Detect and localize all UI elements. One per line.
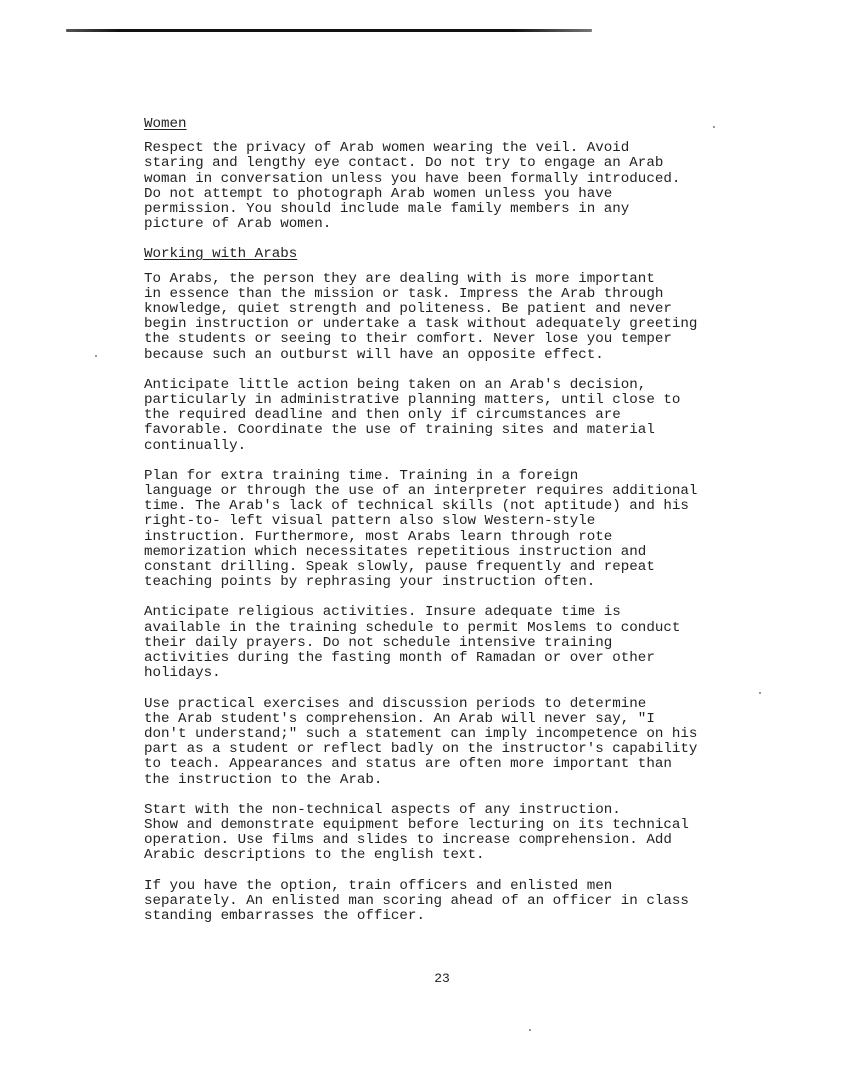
section-women: [144, 117, 784, 232]
top-rule: [66, 29, 592, 32]
section-heading-women: Women: [144, 116, 187, 132]
section-working-with-arabs: [144, 247, 784, 924]
paragraph-person-importance: To Arabs, the person they are dealing with is more important in essence than the mission or task. Impress the Arab through knowledge, quiet strength and politeness. Be patient and never begin instruction or undertake a task without adequately greeting the students or seeing to their comfort. Never lose you temper because such an outburst will have an opposite effect.: [144, 270, 698, 363]
scan-speck: [95, 355, 97, 357]
page-content: [144, 117, 784, 939]
paragraph-non-technical-aspects: Start with the non-technical aspects of any instruction. Show and demonstrate equipment before lecturing on its technical operation. Use films and slides to increase comprehension. Add Arabic descriptions to the english text.: [144, 801, 689, 864]
page-number: 23: [434, 971, 450, 986]
section-heading-working-with-arabs: Working with Arabs: [144, 246, 298, 263]
paragraph-practical-exercises: Use practical exercises and discussion periods to determine the Arab student's comprehension. An Arab will never say, "I don't understand;" such a statement can imply incompetence on his part as a student or reflect badly on the instructor's capability to teach. Appearances and status are often more important than the instruction to the Arab.: [144, 695, 698, 788]
scan-speck: [529, 1029, 531, 1031]
paragraph-religious-activities: Anticipate religious activities. Insure adequate time is available in the training schedule to permit Moslems to conduct their daily prayers. Do not schedule intensive training activities during the fasting month of Ramadan or over other holidays.: [144, 604, 681, 682]
paragraph-decision-timing: Anticipate little action being taken on an Arab's decision, particularly in administrative planning matters, until close to the required deadline and then only if circumstances are favorable. Coordinate the use of training sites and material continually.: [144, 376, 681, 454]
paragraph-women-privacy: Respect the privacy of Arab women wearing the veil. Avoid staring and lengthy eye contact. Do not try to engage an Arab woman in conversation unless you have been formally introduced. Do not attempt to photograph Arab women unless you have permission. You should include male family members in any picture of Arab women.: [144, 140, 681, 233]
paragraph-extra-training-time: Plan for extra training time. Training in a foreign language or through the use of an interpreter requires additional time. The Arab's lack of technical skills (not aptitude) and his right-to- left visual pattern also slow Western-style instruction. Furthermore, most Arabs learn through rote memorization which necessitates repetitious instruction and constant drilling. Speak slowly, pause frequently and repeat teaching points by rephrasing your instruction often.: [144, 467, 698, 591]
paragraph-separate-training: If you have the option, train officers and enlisted men separately. An enlisted man scoring ahead of an officer in class standing embarrasses the officer.: [144, 877, 689, 924]
